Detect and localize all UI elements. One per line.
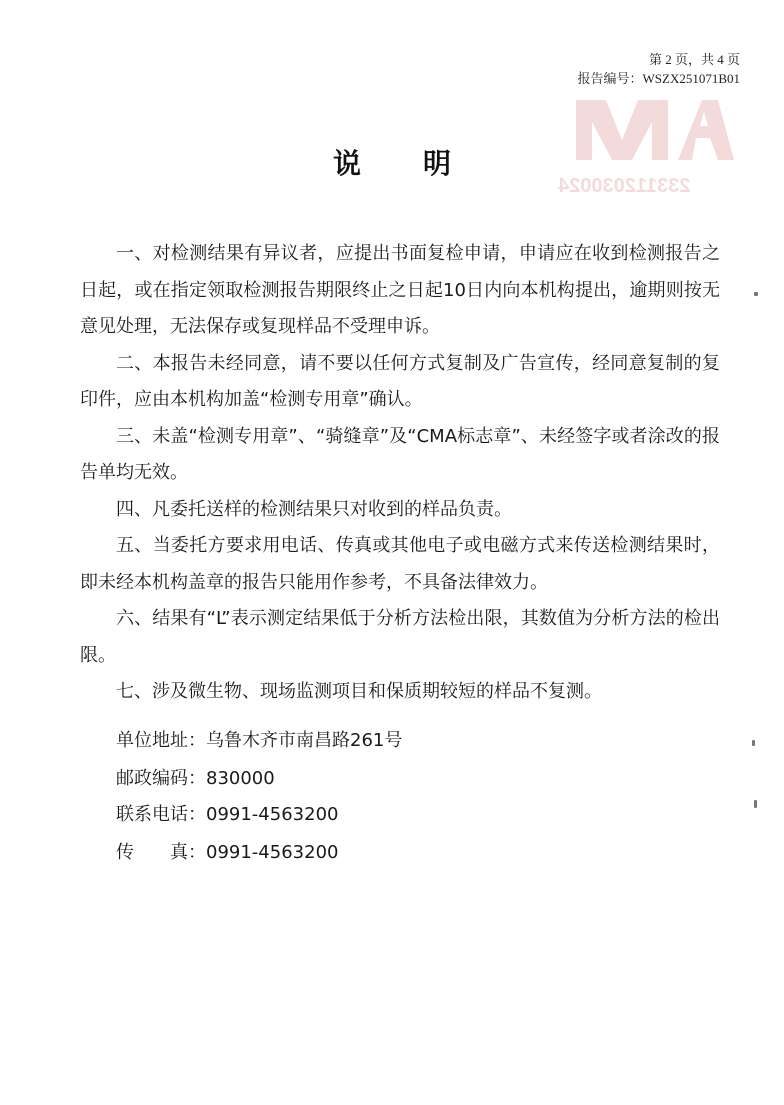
page-title: 说明 [332,147,513,180]
phone-line [116,800,338,826]
scan-speck [754,292,758,296]
address-label: 单位地址： [116,730,206,751]
header-meta [577,50,740,88]
note-paragraph-6: 六、结果有“L”表示测定结果低于分析方法检出限，其数值为分析方法的检出限。 [80,608,720,666]
note-paragraph-7: 七、涉及微生物、现场监测项目和保质期较短的样品不复测。 [116,681,602,702]
scan-speck [752,740,755,746]
fax-label-first: 传 [116,842,134,863]
phone-label: 联系电话： [116,804,206,825]
report-number: WSZX251071B01 [642,71,740,86]
note-paragraph-4: 四、凡委托送样的检测结果只对收到的样品负责。 [116,498,512,520]
report-number-label: 报告编号： [577,71,643,86]
scan-speck [754,800,757,808]
phone-value: 0991-4563200 [206,804,339,825]
note-paragraph-5: 五、当委托方要求用电话、传真或其他电子或电磁方式来传送检测结果时，即未经本机构盖章的报告只能用作参考，不具备法律效力。 [80,535,720,593]
note-paragraph-3: 三、未盖“检测专用章”、“骑缝章”及“CMA标志章”、未经签字或者涂改的报告单均无效。 [80,425,720,483]
notes-body [80,236,720,711]
fax-line [116,838,338,864]
note-paragraph-2: 二、本报告未经同意，请不要以任何方式复制及广告宣传，经同意复制的复印件，应由本机构加盖“检测专用章”确认。 [80,352,720,410]
stamp-number: 233112030024 [558,175,691,197]
postcode-label: 邮政编码： [116,768,206,789]
note-paragraph-1: 一、对检测结果有异议者，应提出书面复检申请，申请应在收到检测报告之日起，或在指定领取检测报告期限终止之日起10日内向本机构提出，逾期则按无意见处理，无法保存或复现样品不受理申诉。 [80,243,720,337]
postcode-value: 830000 [206,768,275,789]
fax-label-second: 真： [170,842,206,863]
fax-value: 0991-4563200 [206,842,339,863]
address-value: 乌鲁木齐市南昌路261号 [206,730,403,751]
report-number-line [577,69,740,88]
page-info: 第 2 页，共 4 页 [648,52,740,67]
postcode-line [116,764,275,790]
address-line [116,726,402,752]
